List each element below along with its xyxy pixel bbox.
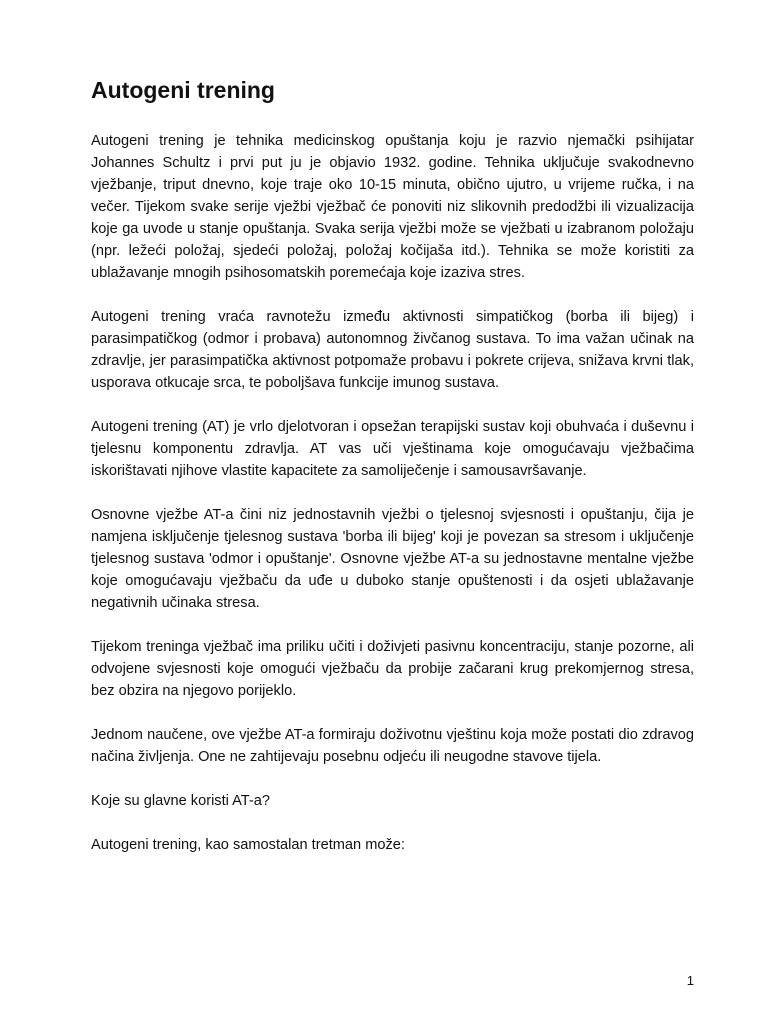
paragraph-balance: Autogeni trening vraća ravnotežu između aktivnosti simpatičkog (borba ili bijeg) i parasimpatičkog (odmor i probava) autonomnog živčanog sustava. To ima važan učinak na zdravlje, jer parasimpatička aktivnost potpomaže probavu i pokrete crijeva, snižava krvni tlak, usporava otkucaje srca, te poboljšava funkcije imunog sustava. [91, 309, 694, 391]
paragraph-training: Tijekom treninga vježbač ima priliku učiti i doživjeti pasivnu koncentraciju, stanje pozorne, ali odvojene svjesnosti koje omogući vježbaču da probije začarani krug prekomjernog stresa, bez obzira na njegovo porijeklo. [91, 639, 694, 699]
document-title: Autogeni trening [91, 77, 275, 103]
page-number: 1 [686, 973, 694, 988]
paragraph-basic-exercises: Osnovne vježbe AT-a čini niz jednostavnih vježbi o tjelesnoj svjesnosti i opuštanju, čija je namjena isključenje tjelesnog sustava 'borba ili bijeg' koji je povezan sa stresom i uključenje tjelesnog sustava 'odmor i opuštanje'. Osnovne vježbe AT-a su jednostavne mentalne vježbe koje omogućavaju vježbaču da uđe u duboko stanje opuštenosti i da osjeti ublažavanje negativnih učinaka stresa. [91, 507, 694, 611]
paragraph-intro: Autogeni trening je tehnika medicinskog opuštanja koju je razvio njemački psihijatar Johannes Schultz i prvi put ju je objavio 1932. godine. Tehnika uključuje svakodnevno vježbanje, triput dnevno, koje traje oko 10-15 minuta, obično ujutro, u vrijeme ručka, i na večer. Tijekom svake serije vježbi vježbač će ponoviti niz slikovnih predodžbi ili vizualizacija koje ga uvode u stanje opuštanja. Svaka serija vježbi može se vježbati u izabranom položaju (npr. ležeći položaj, sjedeći položaj, položaj kočijaša itd.). Tehnika se može koristiti za ublažavanje mnogih psihosomatskih poremećaja koje izaziva stres. [91, 133, 694, 281]
paragraph-question: Koje su glavne koristi AT-a? [91, 793, 271, 809]
paragraph-therapy-system: Autogeni trening (AT) je vrlo djelotvoran i opsežan terapijski sustav koji obuhvaća i duševnu i tjelesnu komponentu zdravlja. AT vas uči vještinama koje omogućavaju vježbačima iskorištavati njihove vlastite kapacitete za samoliječenje i samousavršavanje. [91, 419, 694, 479]
document-page [91, 74, 694, 878]
paragraph-standalone: Autogeni trening, kao samostalan tretman može: [91, 837, 405, 853]
paragraph-lifelong-skill: Jednom naučene, ove vježbe AT-a formiraju doživotnu vještinu koja može postati dio zdravog načina življenja. One ne zahtijevaju posebnu odjeću ili neugodne stavove tijela. [91, 727, 694, 765]
